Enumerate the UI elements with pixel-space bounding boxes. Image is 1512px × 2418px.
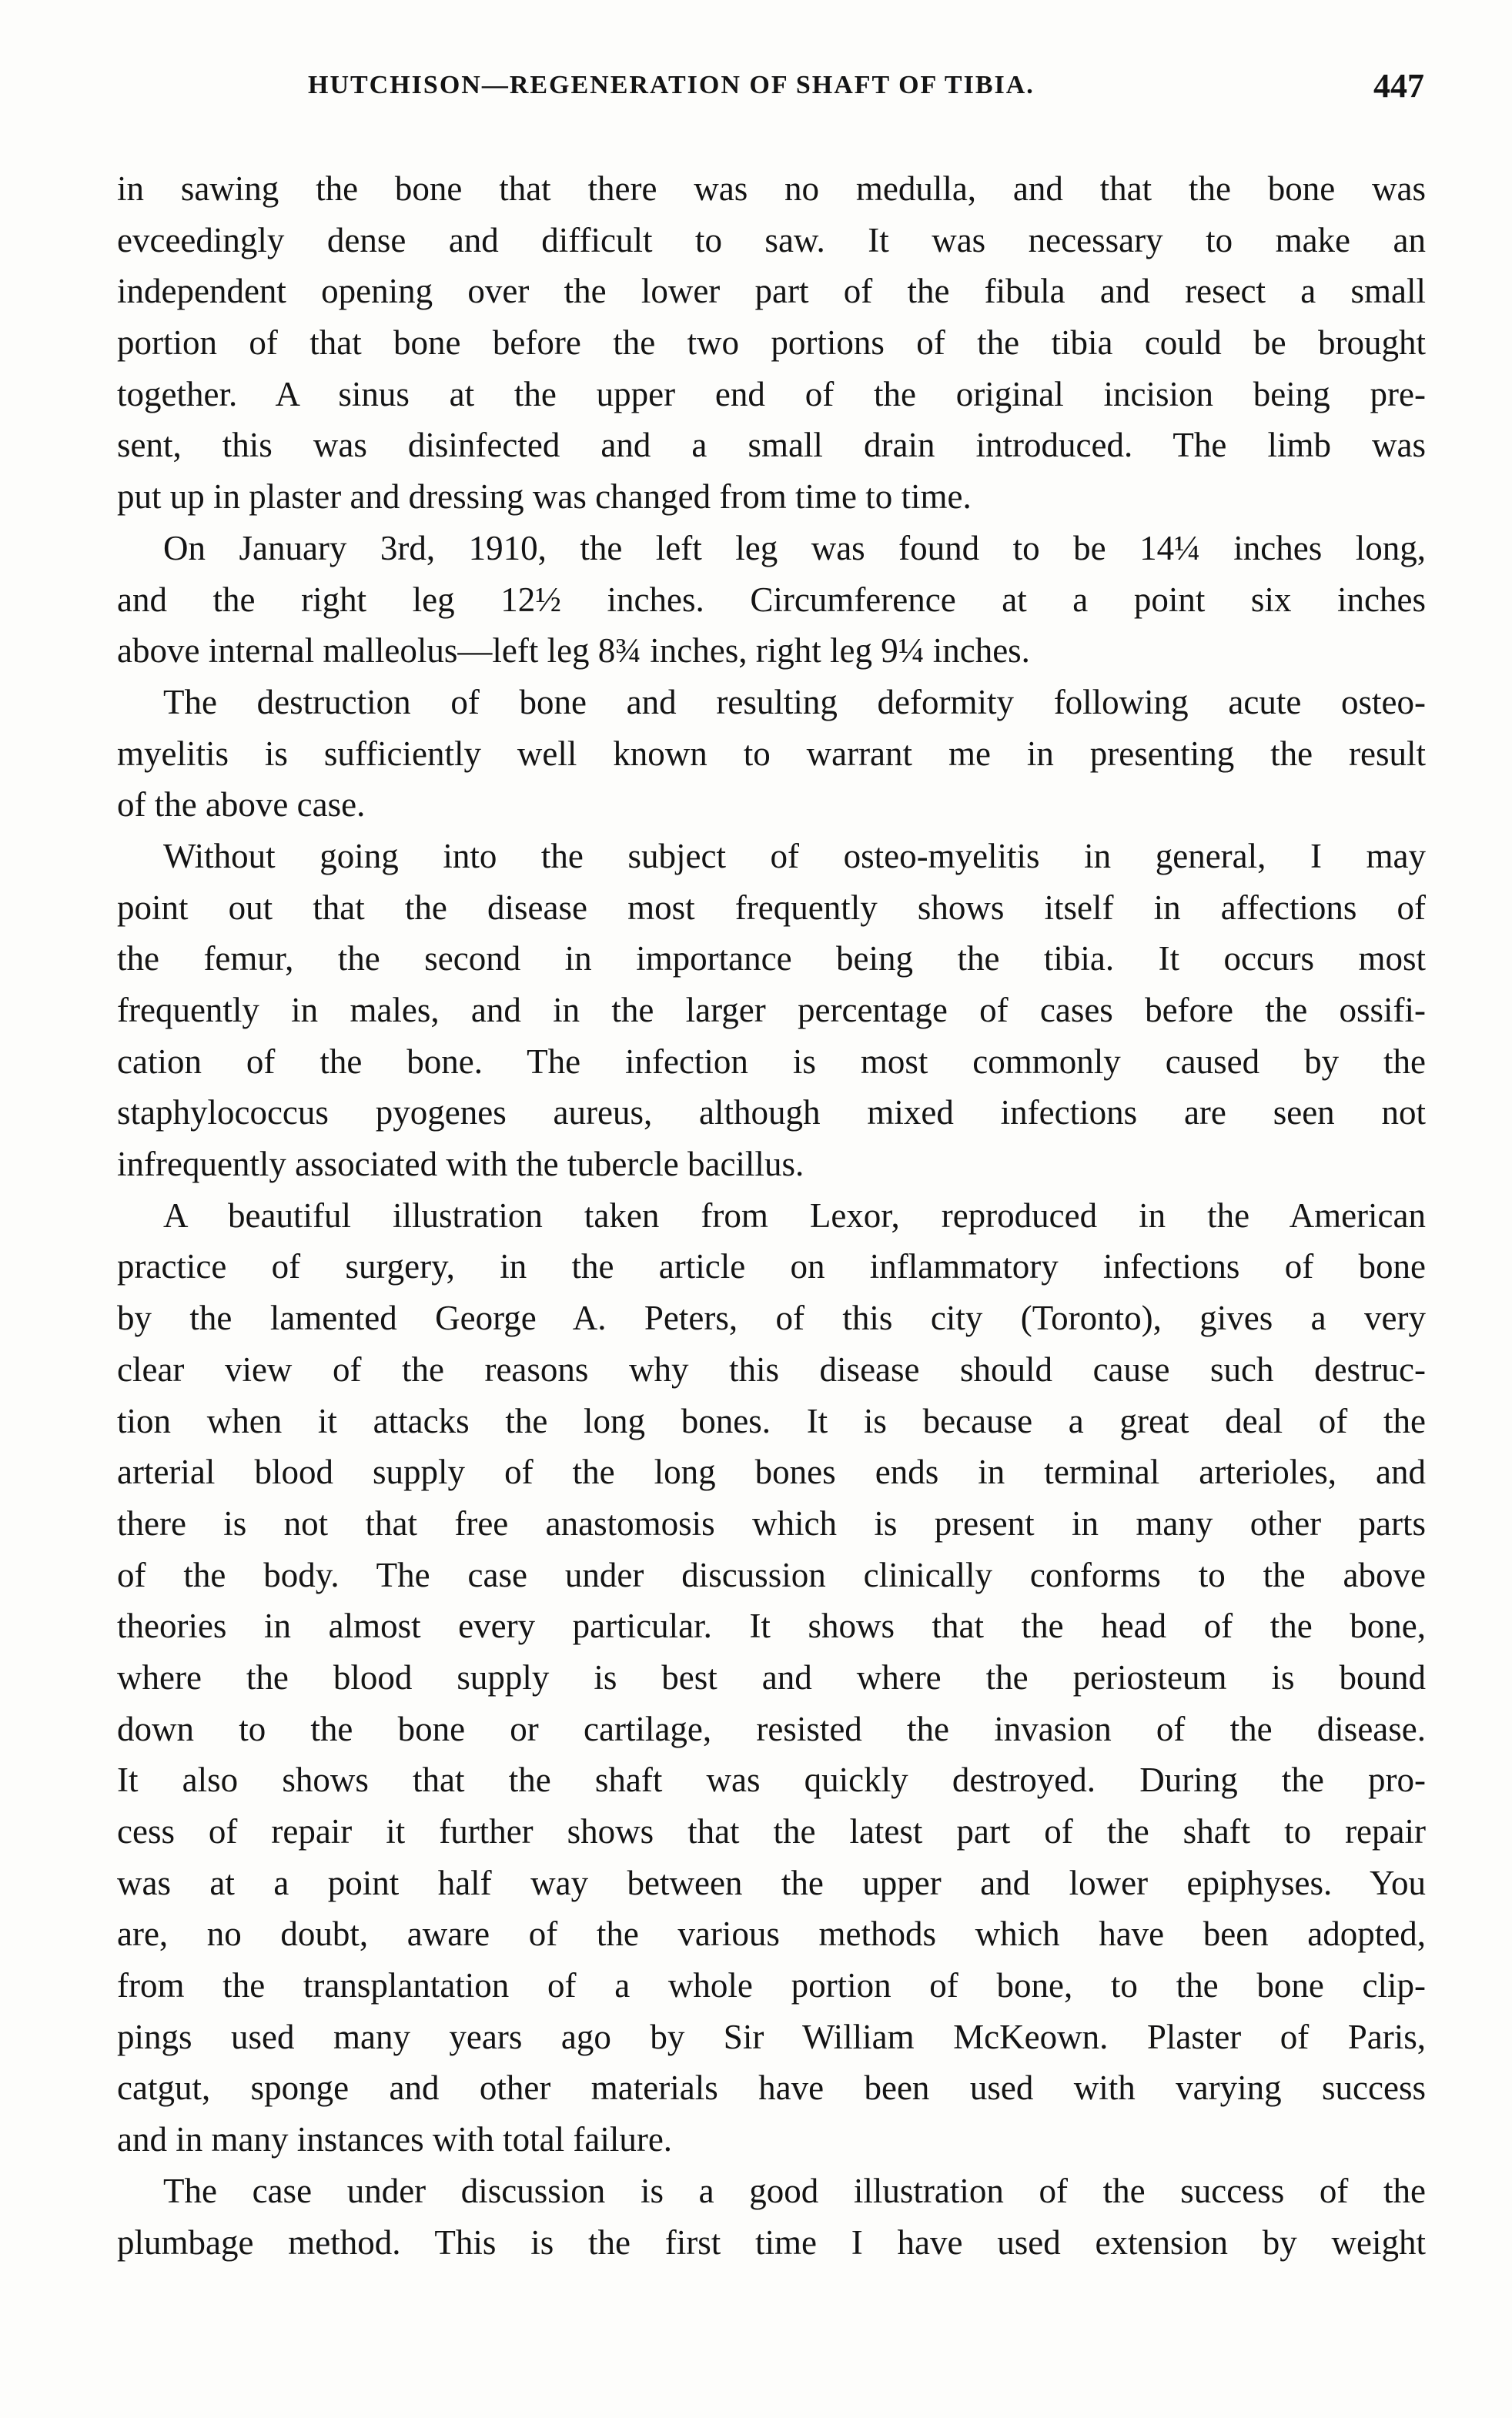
text-line: from the transplantation of a whole portion of bone, to the bone clip- [117, 1966, 1426, 2005]
text-line: Without going into the subject of osteo-myelitis in general, I may [163, 836, 1426, 875]
text-line: are, no doubt, aware of the various methods which have been adopted, [117, 1915, 1426, 1954]
text-line: together. A sinus at the upper end of the original incision being pre- [117, 374, 1426, 413]
text-line: tion when it attacks the long bones. It is because a great deal of the [117, 1401, 1426, 1440]
text-line: sent, this was disinfected and a small drain introduced. The limb was [117, 426, 1426, 465]
text-line: The case under discussion is a good illustration of the success of the [163, 2171, 1426, 2210]
text-line: the femur, the second in importance being the tibia. It occurs most [117, 939, 1426, 978]
text-line: frequently in males, and in the larger percentage of cases before the ossifi- [117, 991, 1426, 1029]
text-line: The destruction of bone and resulting deformity following acute osteo- [163, 682, 1426, 721]
text-line: On January 3rd, 1910, the left leg was found to be 14¼ inches long, [163, 528, 1426, 567]
text-line: and in many instances with total failure. [117, 2120, 673, 2159]
text-line: myelitis is sufficiently well known to warrant me in presenting the result [117, 734, 1426, 773]
text-line: of the body. The case under discussion clinically conforms to the above [117, 1555, 1426, 1594]
text-line: of the above case. [117, 785, 366, 824]
text-line: cess of repair it further shows that the latest part of the shaft to repair [117, 1812, 1426, 1851]
text-line: above internal malleolus—left leg 8¾ inches, right leg 9¼ inches. [117, 631, 1030, 671]
text-line: theories in almost every particular. It shows that the head of the bone, [117, 1607, 1426, 1646]
text-line: was at a point half way between the upper and lower epiphyses. You [117, 1863, 1426, 1902]
text-line: It also shows that the shaft was quickly destroyed. During the pro- [117, 1761, 1426, 1800]
running-header [115, 67, 1424, 117]
text-line: cation of the bone. The infection is most commonly caused by the [117, 1042, 1426, 1081]
text-line: A beautiful illustration taken from Lexor, reproduced in the American [163, 1196, 1426, 1235]
text-line: portion of that bone before the two portions of the tibia could be brought [117, 323, 1426, 363]
text-line: plumbage method. This is the first time I have used extension by weight [117, 2222, 1426, 2262]
text-line: practice of surgery, in the article on inflammatory infections of bone [117, 1247, 1426, 1286]
page-number: 447 [1373, 67, 1424, 105]
text-line: where the blood supply is best and where the periosteum is bound [117, 1657, 1426, 1697]
text-line: catgut, sponge and other materials have been used with varying success [117, 2069, 1426, 2108]
body-text [117, 163, 1426, 2268]
text-line: clear view of the reasons why this disease should cause such destruc- [117, 1349, 1426, 1389]
text-line: evceedingly dense and difficult to saw. It was necessary to make an [117, 220, 1426, 259]
text-line: arterial blood supply of the long bones ends in terminal arterioles, and [117, 1453, 1426, 1492]
text-line: by the lamented George A. Peters, of this city (Toronto), gives a very [117, 1299, 1426, 1338]
text-line: down to the bone or cartilage, resisted the invasion of the disease. [117, 1709, 1426, 1748]
text-line: there is not that free anastomosis which is present in many other parts [117, 1503, 1426, 1543]
text-line: put up in plaster and dressing was changed from time to time. [117, 477, 972, 517]
text-line: independent opening over the lower part of the fibula and resect a small [117, 272, 1426, 311]
text-line: and the right leg 12½ inches. Circumference at a point six inches [117, 580, 1426, 619]
text-line: in sawing the bone that there was no medulla, and that the bone was [117, 169, 1426, 208]
text-line: point out that the disease most frequently shows itself in affections of [117, 888, 1426, 927]
text-line: infrequently associated with the tubercle bacillus. [117, 1145, 805, 1184]
text-line: pings used many years ago by Sir William McKeown. Plaster of Paris, [117, 2017, 1426, 2056]
text-line: staphylococcus pyogenes aureus, although mixed infections are seen not [117, 1093, 1426, 1132]
running-title: HUTCHISON—REGENERATION OF SHAFT OF TIBIA. [308, 71, 1035, 99]
